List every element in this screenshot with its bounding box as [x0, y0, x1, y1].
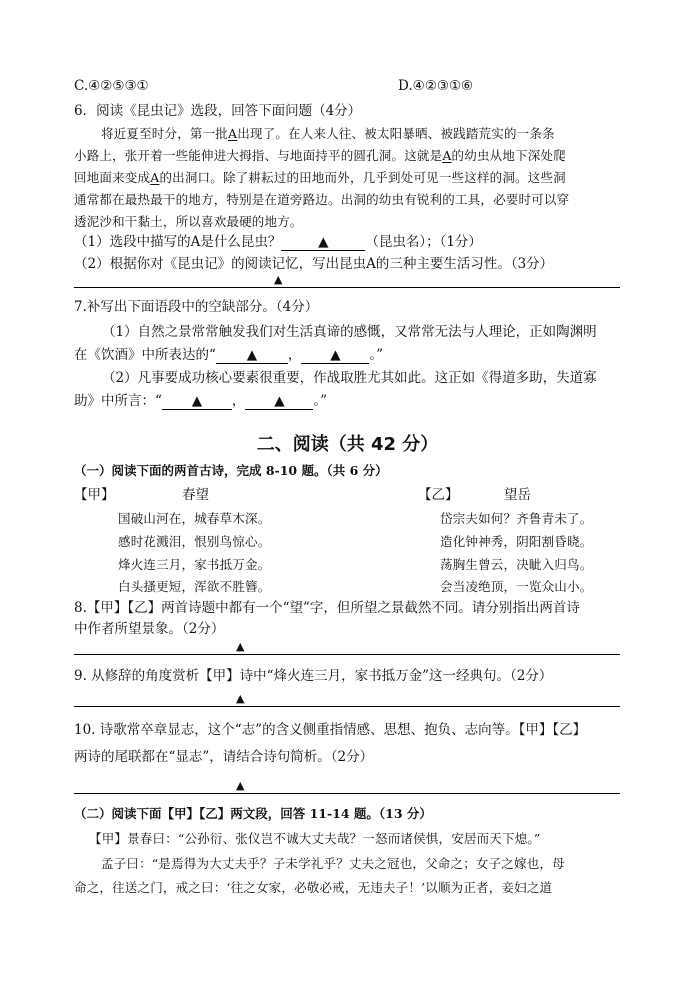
poem-b-title: 望岳 — [504, 487, 531, 503]
q6-sub2: （2）根据你对《昆虫记》的阅读记忆，写出昆虫A的三种主要生活习性。（3分） — [74, 256, 554, 272]
poem-b-line: 荡胸生曾云，决眦入归鸟。 — [440, 557, 593, 572]
section-title: 二、阅读（共 42 分） — [256, 434, 439, 455]
q7-sub2-line1: （2）凡事要成功核心要素很重要，作战取胜尤其如此。这正如《得道多助，失道寡 — [102, 370, 597, 386]
poem-a-tag: 【甲】 — [74, 487, 115, 503]
poem-b-line: 会当凌绝顶，一览众山小。 — [440, 579, 593, 594]
answer-line[interactable] — [74, 706, 620, 707]
poem-a-line: 感时花溅泪，恨别鸟惊心。 — [118, 534, 271, 549]
part2-text-line: 孟子曰：“是焉得为大丈夫乎？子未学礼乎？丈夫之冠也，父命之；女子之嫁也，母 — [101, 856, 565, 871]
q7-sub1-line1: （1）自然之景常常触发我们对生活真谛的感慨，又常常无法与人理论，正如陶渊明 — [102, 324, 597, 340]
poem-a-line: 白头搔更短，浑欲不胜簪。 — [118, 579, 271, 594]
q10-line1: 10. 诗歌常卒章显志，这个“志”的含义侧重指情感、思想、抱负、志向等。【甲】【乙】 — [74, 722, 587, 738]
part1-title: （一）阅读下面的两首古诗，完成 8-10 题。（共 6 分） — [74, 463, 388, 478]
q8-line1: 8.【甲】【乙】两首诗题中都有一个“望”字，但所望之景截然不同。请分别指出两首诗 — [74, 600, 580, 616]
q7-sub1-line2: 在《饮酒》中所表达的“ ▲ ， ▲ 。” — [74, 347, 384, 363]
answer-blank[interactable]: ▲ — [245, 393, 313, 410]
answer-line[interactable] — [74, 287, 620, 288]
q6-passage-line: 小路上，张开着一些能伸进大拇指、与地面持平的圆孔洞。这就是A的幼虫从地下深处爬 — [74, 148, 566, 163]
q6-passage-line: 透泥沙和干黏土，所以喜欢最硬的地方。 — [74, 214, 303, 229]
poem-b-line: 岱宗夫如何？齐鲁青未了。 — [440, 511, 593, 526]
answer-blank[interactable]: ▲ — [216, 347, 288, 364]
answer-line[interactable] — [74, 793, 620, 794]
poem-a-line: 国破山河在，城春草木深。 — [118, 511, 271, 526]
answer-blank[interactable]: ▲ — [281, 234, 365, 251]
answer-blank[interactable]: ▲ — [301, 347, 369, 364]
answer-marker: ▲ — [236, 640, 245, 653]
q6-passage-line: 通常都在最热最干的地方，特别是在道旁路边。出洞的幼虫有锐利的工具，必要时可以穿 — [74, 192, 570, 207]
q6-sub1: （1）选段中描写的A是什么昆虫？ ▲ （昆虫名）；（1分） — [74, 234, 482, 250]
q6-passage-line: 回地面来变成A的出洞口。除了耕耘过的田地而外，几乎到处可见一些这样的洞。这些洞 — [74, 170, 566, 185]
q6-passage-line: 将近夏至时分，第一批A出现了。在人来人往、被太阳暴晒、被践踏荒实的一条条 — [101, 126, 555, 141]
q5-option-d: D.④②③①⑥ — [398, 78, 474, 94]
poem-a-line: 烽火连三月，家书抵万金。 — [118, 557, 271, 572]
poem-b-tag: 【乙】 — [418, 487, 459, 503]
part2-text-line: 命之，往送之门，戒之曰：‘往之女家，必敬必戒，无违夫子！’以顺为正者，妾妇之道 — [74, 880, 553, 895]
answer-line[interactable] — [74, 654, 620, 655]
q5-option-c: C.④②⑤③① — [74, 78, 149, 94]
poem-b-line: 造化钟神秀，阴阳割昏晓。 — [440, 534, 593, 549]
part2-title: （二）阅读下面【甲】【乙】两文段，回答 11-14 题。（13 分） — [74, 806, 432, 821]
answer-marker: ▲ — [236, 779, 245, 792]
answer-marker: ▲ — [274, 273, 283, 286]
poem-a-title: 春望 — [182, 487, 209, 503]
q7-title: 7.补写出下面语段中的空缺部分。（4分） — [74, 299, 319, 315]
q6-title: 6．阅读《昆虫记》选段，回答下面问题（4分） — [74, 103, 362, 119]
q10-line2: 两诗的尾联都在“显志”，请结合诗句简析。（2分） — [74, 749, 374, 765]
q9-line1: 9. 从修辞的角度赏析【甲】诗中“烽火连三月，家书抵万金”这一经典句。（2分） — [74, 668, 553, 684]
q7-sub2-line2: 助》中所言：“ ▲ ， ▲ 。” — [74, 393, 328, 409]
q8-line2: 中作者所望景象。（2分） — [74, 621, 225, 637]
answer-blank[interactable]: ▲ — [162, 393, 232, 410]
part2-text-line: 【甲】景春曰：“公孙衍、张仪岂不诚大丈夫哉？一怒而诸侯惧，安居而天下熄。” — [89, 831, 541, 846]
answer-marker: ▲ — [236, 692, 245, 705]
